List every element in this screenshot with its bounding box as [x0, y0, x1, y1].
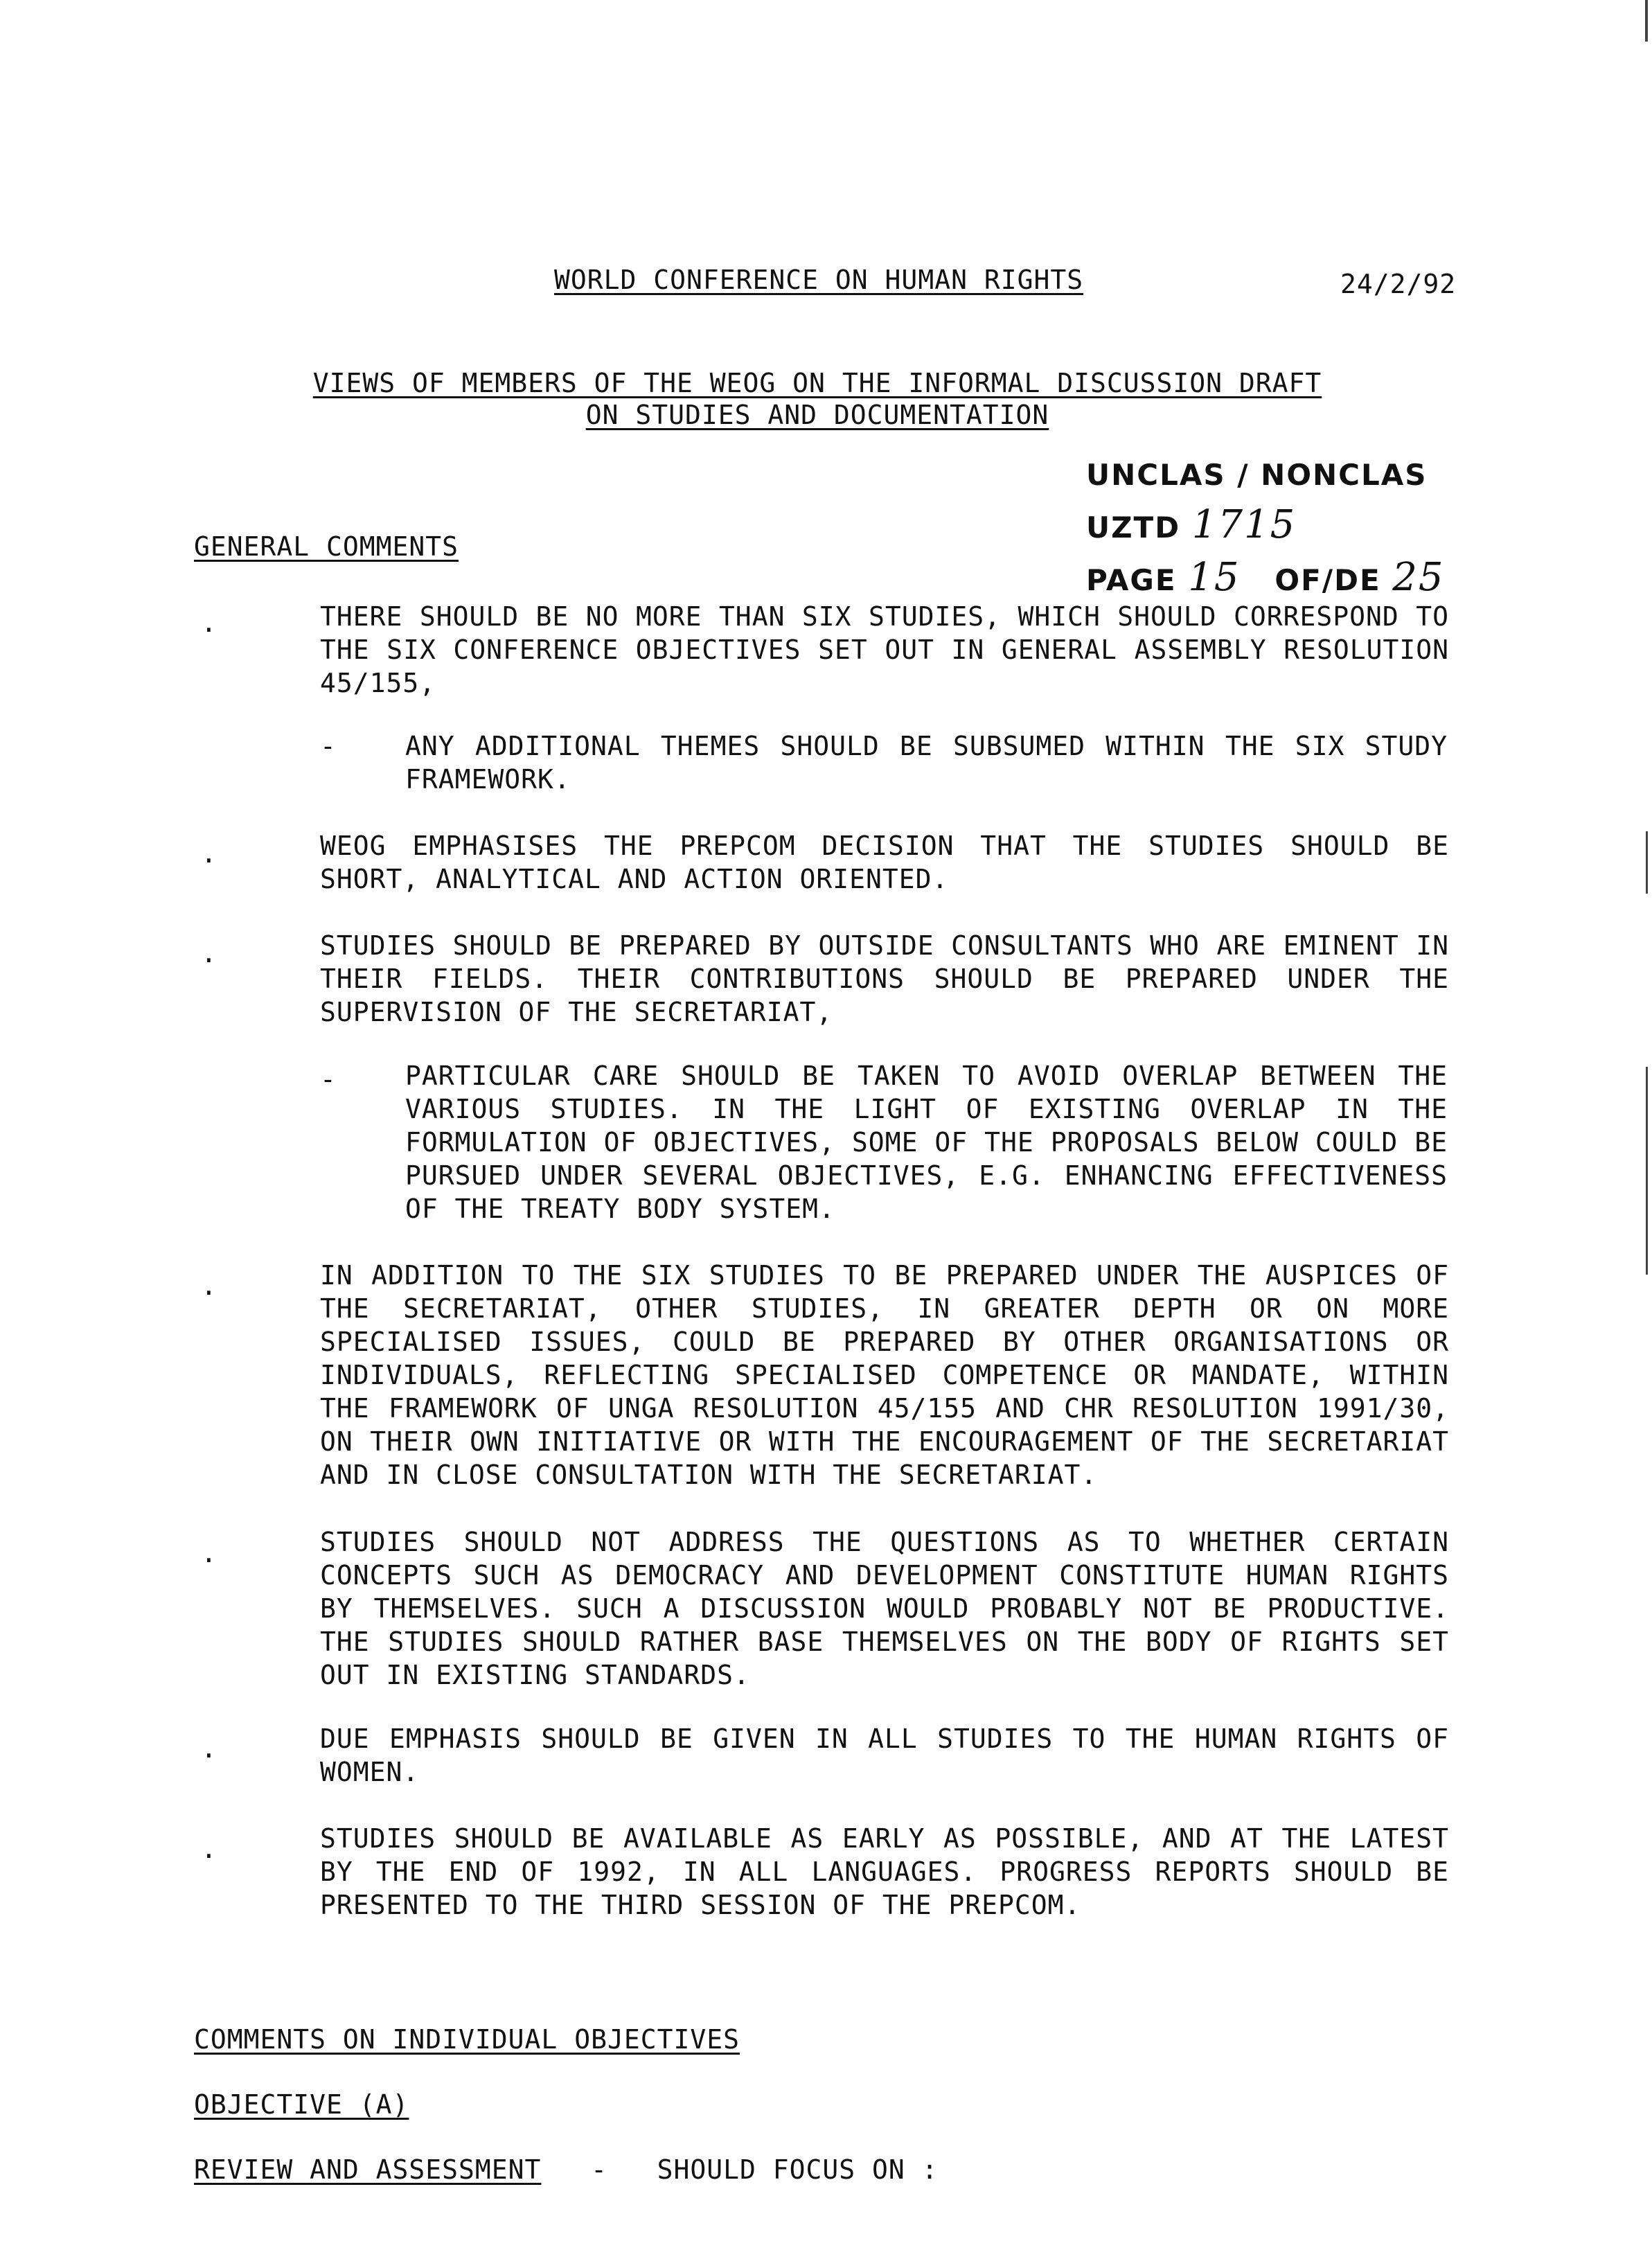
bullet-dot: .: [201, 1270, 217, 1301]
scan-edge-mark: [1646, 831, 1648, 894]
general-comment-paragraph: THERE SHOULD BE NO MORE THAN SIX STUDIES, WHICH SHOULD CORRESPOND TO THE SIX CONFERENCE OBJECTIVES SET OUT IN GENERAL ASSEMBLY RESOLUTION 45/155,: [320, 601, 1449, 698]
general-comment-subparagraph: ANY ADDITIONAL THEMES SHOULD BE SUBSUMED WITHIN THE SIX STUDY FRAMEWORK.: [405, 731, 1448, 795]
page-line: [1086, 553, 1445, 605]
review-text: SHOULD FOCUS ON :: [657, 2154, 939, 2185]
general-comment-paragraph: IN ADDITION TO THE SIX STUDIES TO BE PREPARED UNDER THE AUSPICES OF THE SECRETARIAT, OTHER STUDIES, IN GREATER DEPTH OR ON MORE SPECIALISED ISSUES, COULD BE PREPARED BY OTHER ORGANISATIONS OR INDIVIDUALS, REFLECTING SPECIALISED COMPETENCE OR MANDATE, WITHIN THE FRAMEWORK OF UNGA RESOLUTION 45/155 AND CHR RESOLUTION 1991/30, ON THEIR OWN INITIATIVE OR WITH THE ENCOURAGEMENT OF THE SECRETARIAT AND IN CLOSE CONSULTATION WITH THE SECRETARIAT.: [320, 1260, 1449, 1490]
scan-edge-mark: [1646, 1067, 1648, 1275]
review-assessment-label: REVIEW AND ASSESSMENT: [194, 2154, 542, 2185]
bullet-dot: .: [201, 938, 217, 968]
uztd-line: [1086, 500, 1445, 553]
bullet-dot: .: [201, 838, 217, 869]
review-dash: -: [591, 2154, 607, 2185]
individual-objectives-heading: COMMENTS ON INDIVIDUAL OBJECTIVES: [194, 2024, 740, 2055]
document-date: 24/2/92: [1340, 269, 1457, 299]
subtitle-line-1: VIEWS OF MEMBERS OF THE WEOG ON THE INFORMAL DISCUSSION DRAFT: [312, 368, 1322, 398]
general-comment-paragraph: STUDIES SHOULD NOT ADDRESS THE QUESTIONS AS TO WHETHER CERTAIN CONCEPTS SUCH AS DEMOCRACY AND DEVELOPMENT CONSTITUTE HUMAN RIGHTS BY THEMSELVES. SUCH A DISCUSSION WOULD PROBABLY NOT BE PRODUCTIVE. THE STUDIES SHOULD RATHER BASE THEMSELVES ON THE BODY OF RIGHTS SET OUT IN EXISTING STANDARDS.: [320, 1527, 1449, 1690]
bullet-dot: .: [201, 608, 217, 638]
general-comment-subparagraph: PARTICULAR CARE SHOULD BE TAKEN TO AVOID OVERLAP BETWEEN THE VARIOUS STUDIES. IN THE LIGHT OF EXISTING OVERLAP IN THE FORMULATION OF OBJECTIVES, SOME OF THE PROPOSALS BELOW COULD BE PURSUED UNDER SEVERAL OBJECTIVES, E.G. ENHANCING EFFECTIVENESS OF THE TREATY BODY SYSTEM.: [405, 1061, 1448, 1224]
classification-line: UNCLAS / NONCLAS: [1086, 458, 1428, 492]
subtitle-line-2: ON STUDIES AND DOCUMENTATION: [585, 400, 1049, 430]
bullet-dash: -: [320, 731, 337, 761]
document-title: WORLD CONFERENCE ON HUMAN RIGHTS: [554, 265, 1084, 295]
bullet-dot: .: [201, 1733, 217, 1764]
bullet-dot: .: [201, 1538, 217, 1568]
bullet-dot: .: [201, 1834, 217, 1864]
of-label: OF/DE: [1274, 563, 1381, 597]
classification-stamp: [1086, 450, 1445, 605]
general-comment-paragraph: WEOG EMPHASISES THE PREPCOM DECISION THAT THE STUDIES SHOULD BE SHORT, ANALYTICAL AND ACTION ORIENTED.: [320, 831, 1449, 894]
uztd-handwritten-value: 1715: [1191, 502, 1297, 547]
general-comments-heading: GENERAL COMMENTS: [194, 531, 459, 562]
uztd-label: UZTD: [1086, 511, 1181, 544]
general-comment-paragraph: STUDIES SHOULD BE PREPARED BY OUTSIDE CONSULTANTS WHO ARE EMINENT IN THEIR FIELDS. THEIR CONTRIBUTIONS SHOULD BE PREPARED UNDER THE SUPERVISION OF THE SECRETARIAT,: [320, 930, 1449, 1027]
page-label: PAGE: [1086, 563, 1177, 597]
document-subtitle: [291, 367, 1344, 431]
review-assessment-line: [194, 2153, 939, 2186]
objective-a-heading: OBJECTIVE (A): [194, 2089, 409, 2120]
bullet-dash: -: [320, 1064, 337, 1095]
general-comment-paragraph: STUDIES SHOULD BE AVAILABLE AS EARLY AS POSSIBLE, AND AT THE LATEST BY THE END OF 1992, IN ALL LANGUAGES. PROGRESS REPORTS SHOULD BE PRESENTED TO THE THIRD SESSION OF THE PREPCOM.: [320, 1823, 1449, 1920]
page-handwritten-value: 15: [1188, 555, 1241, 600]
general-comment-paragraph: DUE EMPHASIS SHOULD BE GIVEN IN ALL STUDIES TO THE HUMAN RIGHTS OF WOMEN.: [320, 1724, 1449, 1787]
of-handwritten-value: 25: [1392, 555, 1445, 600]
scan-edge-mark: [1645, 0, 1648, 42]
